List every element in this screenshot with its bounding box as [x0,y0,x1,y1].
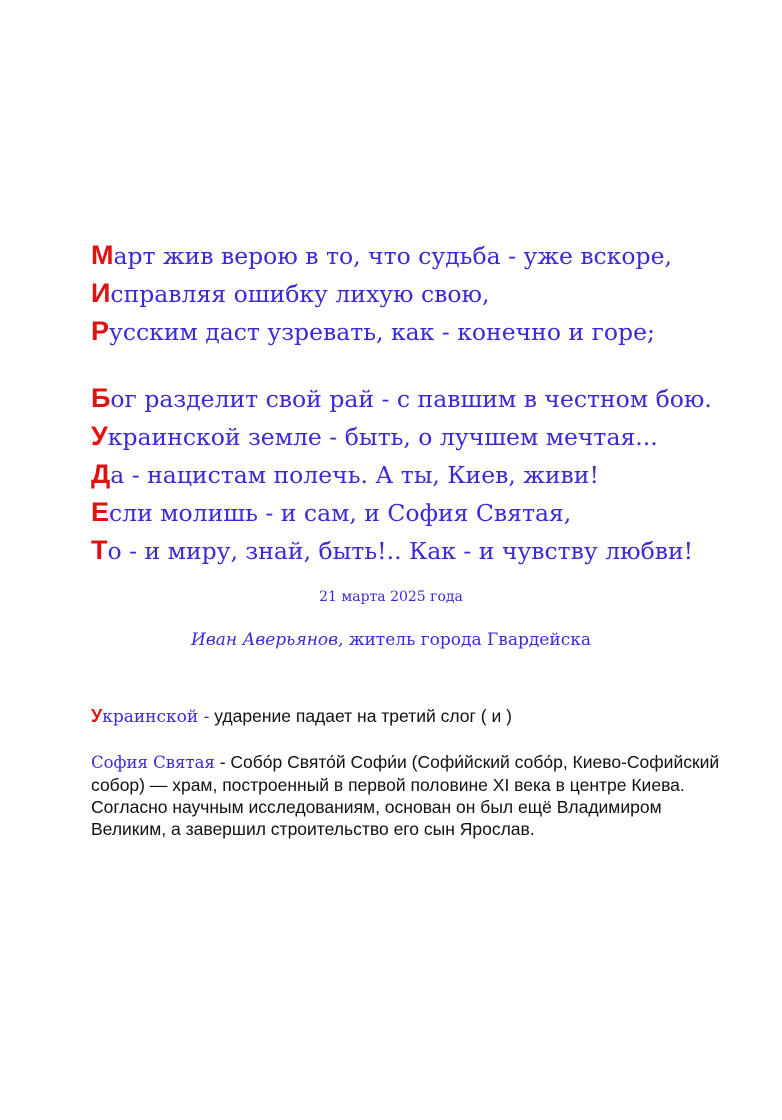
note-text: ударение падает на третий слог ( и ) [209,706,512,726]
poem-line-text: усским даст узревать, как - конечно и горе; [109,318,655,346]
poem-line-text: а - нацистам полечь. А ты, Киев, живи! [110,461,599,489]
acrostic-initial: М [91,240,114,270]
acrostic-initial: Т [91,535,108,565]
author-signature [0,630,782,650]
poem-line [91,455,771,493]
poem-line [91,417,771,455]
poem-line-text: краинской земле - быть, о лучшем мечтая... [107,423,658,451]
sofia-note [91,751,731,840]
acrostic-initial: И [91,278,111,308]
poem-line [91,312,771,350]
poem-line [91,531,771,569]
poem-line [91,274,771,312]
poem-date: 21 марта 2025 года [319,589,463,605]
acrostic-initial: Б [91,383,111,413]
note-text: - Собо́р Свято́й Софи́и (Софи́йский собо́р, Киево-Софийский собор) — храм, построенный в первой половине XI века в центре Киева. Согласно научным исследованиям, основан он был ещё Владимиром Великим, а завершил строительство его сын Ярослав. [91,752,720,839]
poem-line-text: ог разделит свой рай - с павшим в честном бою. [110,385,712,413]
poem-line [91,236,771,274]
acrostic-initial: Р [91,316,110,346]
note-term: София Святая [91,753,215,772]
poem-line-text: арт жив верою в то, что судьба - уже вскоре, [113,242,672,270]
poem-line-text: справляя ошибку лихую свою, [110,280,490,308]
author-name: Иван Аверьянов, [191,630,344,650]
note-term-initial: У [91,706,103,726]
acrostic-initial: Д [91,459,111,489]
acrostic-poem [91,236,771,569]
note-term: краинской - [102,707,210,727]
poem-line-text: о - и миру, знай, быть!.. Как - и чувству любви! [107,537,694,565]
author-place: житель города Гвардейска [343,630,591,650]
acrostic-initial: У [91,421,108,451]
poem-line [91,379,771,417]
poem-line-text: сли молишь - и сам, и София Святая, [109,499,572,527]
stress-note [91,706,731,727]
acrostic-initial: Е [91,497,110,527]
poem-line [91,493,771,531]
